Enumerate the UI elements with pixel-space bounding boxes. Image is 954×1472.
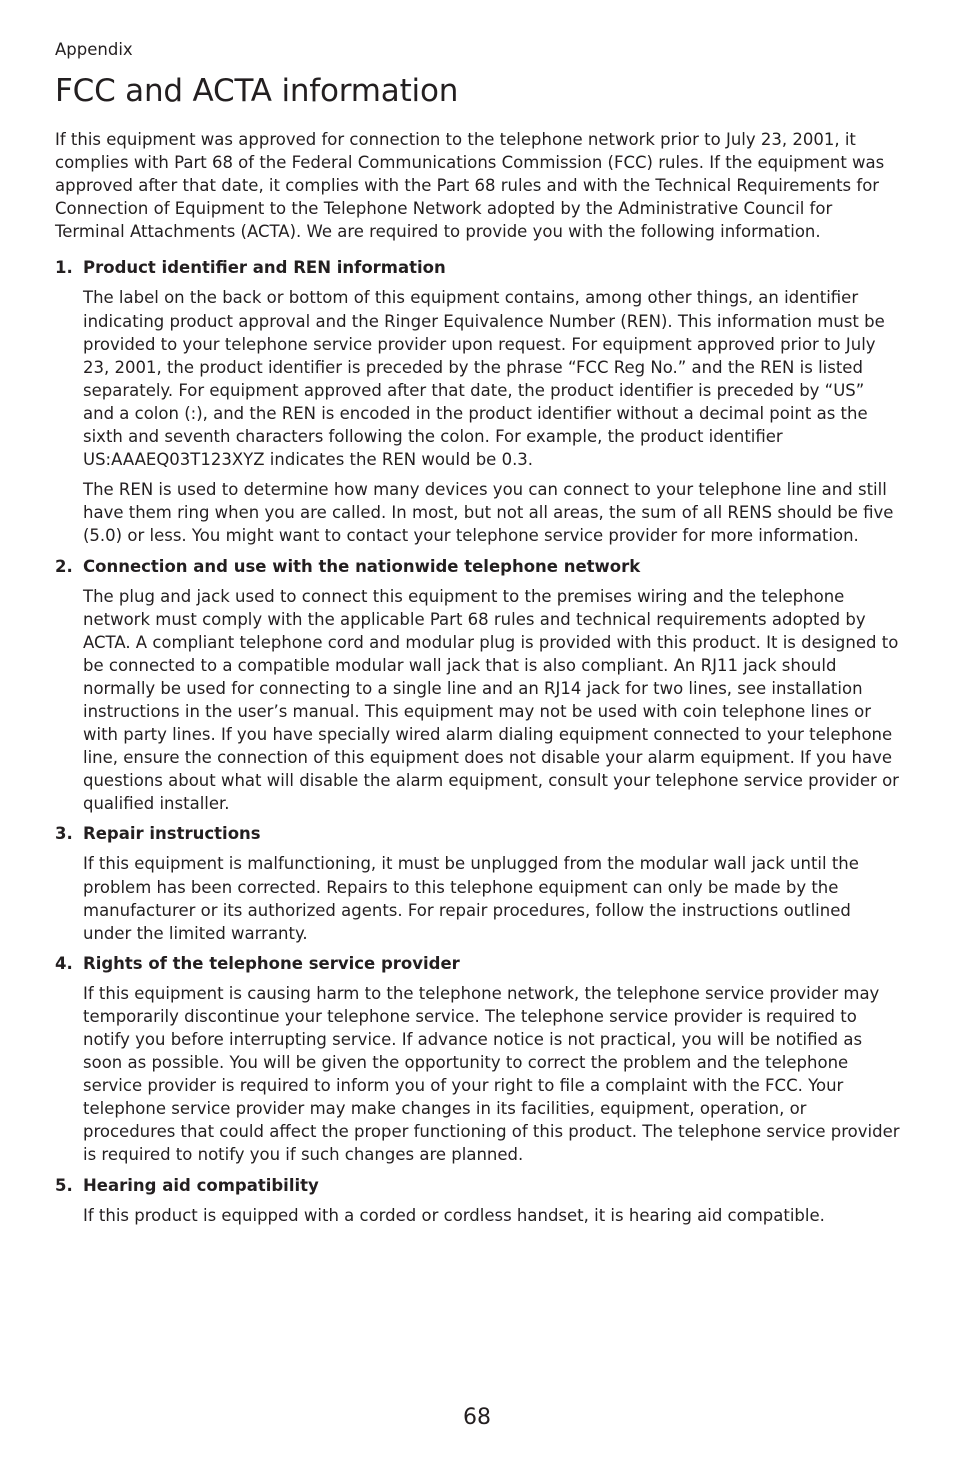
item-number: 1.: [55, 258, 73, 278]
item-title: Repair instructions: [83, 824, 261, 844]
page-number: 68: [463, 1405, 491, 1430]
section-label: Appendix: [55, 40, 133, 59]
item-body: [83, 286, 900, 547]
item-number: 2.: [55, 556, 73, 576]
item-number: 4.: [55, 953, 73, 973]
item-paragraph: If this equipment is malfunctioning, it must be unplugged from the modular wall jack until the problem has been corrected. Repairs to this telephone equipment can only be made by the manufacturer or its authorized agents. For repair procedures, follow the instructions outlined under the limited warranty.: [83, 854, 859, 943]
numbered-list: [55, 256, 900, 1226]
item-heading: [55, 555, 900, 578]
item-body: [83, 1204, 900, 1227]
item-paragraph: The plug and jack used to connect this equipment to the premises wiring and the telephone network must comply with the applicable Part 68 rules and technical requirements adopted by ACTA. A compliant telephone cord and modular plug is provided with this product. It is designed to be connected to a compatible modular wall jack that is also compliant. An RJ11 jack should normally be used for connecting to a single line and an RJ14 jack for two lines, see installation instructions in the user’s manual. This equipment may not be used with coin telephone lines or with party lines. If you have specially wired alarm dialing equipment connected to your telephone line, ensure the connection of this equipment does not disable your alarm equipment. If you have questions about what will disable the alarm equipment, consult your telephone service provider or qualified installer.: [83, 586, 899, 814]
item-heading: [55, 952, 900, 975]
document-page: [55, 38, 900, 1234]
list-item: [55, 1174, 900, 1227]
page-title: FCC and ACTA information: [55, 73, 459, 109]
item-paragraph: If this equipment is causing harm to the telephone network, the telephone service provider may temporarily discontinue your telephone service. The telephone service provider is required to notify you before interrupting service. If advance notice is not practical, you will be notified as soon as possible. You will be given the opportunity to correct the problem and the telephone service provider is required to inform you of your right to file a complaint with the FCC. Your telephone service provider may make changes in its facilities, equipment, operation, or procedures that could affect the proper functioning of this product. The telephone service provider is required to notify you if such changes are planned.: [83, 983, 900, 1165]
item-body: [83, 585, 900, 816]
item-paragraph: The label on the back or bottom of this equipment contains, among other things, an identifier indicating product approval and the Ringer Equivalence Number (REN). This information must be provided to your telephone service provider upon request. For equipment approved prior to July 23, 2001, the product identifier is preceded by the phrase “FCC Reg No.” and the REN is listed separately. For equipment approved after that date, the product identifier is preceded by “US” and a colon (:), and the REN is encoded in the product identifier without a decimal point as the sixth and seventh characters following the colon. For example, the product identifier US:AAAEQ03T123XYZ indicates the REN would be 0.3.: [83, 288, 885, 470]
item-title: Connection and use with the nationwide telephone network: [83, 556, 641, 576]
list-item: [55, 952, 900, 1167]
item-heading: [55, 1174, 900, 1197]
item-title: Rights of the telephone service provider: [83, 953, 460, 973]
item-paragraph: The REN is used to determine how many devices you can connect to your telephone line and still have them ring when you are called. In most, but not all areas, the sum of all RENS should be five (5.0) or less. You might want to contact your telephone service provider for more information.: [83, 480, 894, 546]
item-body: [83, 852, 900, 944]
intro-paragraph: If this equipment was approved for connection to the telephone network prior to July 23, 2001, it complies with Part 68 of the Federal Communications Commission (FCC) rules. If the equipment was approved after that date, it complies with the Part 68 rules and with the Technical Requirements for Connection of Equipment to the Telephone Network adopted by the Administrative Council for Terminal Attachments (ACTA). We are required to provide you with the following information.: [55, 130, 885, 242]
item-body: [83, 982, 900, 1167]
list-item: [55, 555, 900, 816]
list-item: [55, 256, 900, 547]
item-title: Hearing aid compatibility: [83, 1175, 319, 1195]
item-heading: [55, 822, 900, 845]
list-item: [55, 822, 900, 944]
item-number: 3.: [55, 824, 73, 844]
item-number: 5.: [55, 1175, 73, 1195]
item-title: Product identifier and REN information: [83, 258, 446, 278]
item-paragraph: If this product is equipped with a corded or cordless handset, it is hearing aid compatible.: [83, 1205, 825, 1225]
item-heading: [55, 256, 900, 279]
